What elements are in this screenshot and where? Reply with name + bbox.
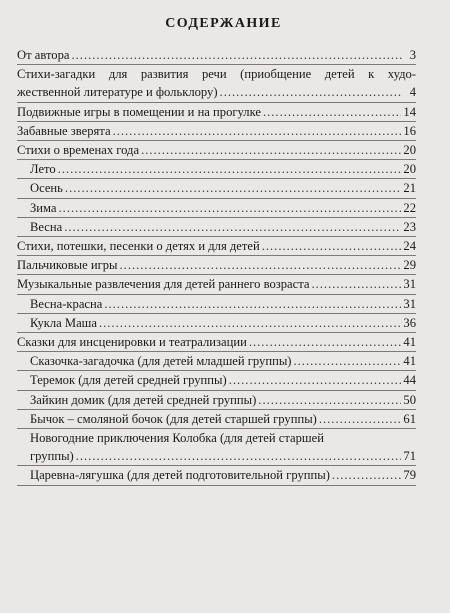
toc-page-number: 23 [403,219,416,234]
toc-subentry [17,466,416,485]
toc-page-number: 4 [409,85,416,100]
leader-dots [72,46,403,64]
leader-dots [99,314,401,332]
toc-page-number: 31 [403,277,416,292]
toc-page-number: 3 [409,48,416,62]
toc-page-number: 24 [403,239,416,254]
toc-entry [17,65,416,102]
toc-page-number: 44 [403,373,416,388]
toc-page-number: 20 [403,143,416,158]
toc-entry [17,122,416,141]
leader-dots [64,218,401,236]
toc-entry [17,141,416,160]
leader-dots [319,410,402,428]
leader-dots [258,391,401,409]
toc-entry-title-line: Новогодние приключения Колобка (для детей старшей [30,431,324,446]
toc-entry-title: Музыкальные развлечения для детей раннего возраста [17,277,310,292]
toc-subentry [17,179,416,198]
leader-dots [332,466,401,484]
toc-entry-title: Пальчиковые игры [17,258,118,273]
toc-page-number: 22 [403,200,416,215]
toc-entry-title: Весна-красна [30,296,103,311]
toc-subentry [17,199,416,218]
toc-entry [17,333,416,352]
leader-dots [249,333,402,351]
toc-entry-title: Стихи, потешки, песенки о детях и для детей [17,239,260,254]
toc-entry-title: группы) [30,449,74,464]
toc-entry-title: Сказки для инсценировки и театрализации [17,335,247,350]
toc-entry [17,46,416,65]
toc-page-number: 50 [403,392,416,407]
toc-page-number: 21 [403,181,416,196]
toc-page-number: 20 [403,162,416,177]
page-title: СОДЕРЖАНИЕ [165,16,282,31]
toc-page-number: 41 [403,354,416,369]
toc-entry-title: Царевна-лягушка (для детей подготовительной группы) [30,468,330,483]
leader-dots [120,256,402,274]
leader-dots [294,352,402,370]
toc-entry-title: Бычок – смоляной бочок (для детей старшей группы) [30,411,317,426]
toc-entry-title: Весна [30,219,63,234]
toc-entry [17,275,416,294]
toc-entry-title: Кукла Маша [30,315,97,330]
toc-entry-title: жественной литературе и фольклору) [17,85,218,100]
toc-entry [17,103,416,122]
leader-dots [113,122,402,140]
leader-dots [141,141,401,159]
toc-subentry [17,352,416,371]
toc-entry-title: Теремок (для детей средней группы) [30,373,227,388]
toc-entry [17,237,416,256]
leader-dots [262,237,402,255]
toc-subentry [17,314,416,333]
toc-entry-title: Лето [30,162,56,177]
toc-page-number: 41 [403,335,416,350]
toc-entry-title: Забавные зверята [17,123,111,138]
toc-subentry [17,218,416,237]
leader-dots [104,295,401,313]
leader-dots [59,199,402,217]
toc-subentry [17,371,416,390]
toc-subentry [17,391,416,410]
toc-page-number: 36 [403,315,416,330]
toc-page-number: 29 [403,258,416,273]
toc-entry-title: Сказочка-загадочка (для детей младшей группы) [30,354,292,369]
toc-subentry [17,410,416,429]
toc-subentry [17,429,416,466]
toc-page-number: 79 [403,468,416,483]
toc-page-number: 14 [403,104,416,119]
table-of-contents [17,46,416,486]
toc-page-number: 16 [403,123,416,138]
leader-dots [229,371,402,389]
leader-dots [311,275,401,293]
toc-entry-title: Зима [30,200,57,215]
leader-dots [263,103,401,121]
leader-dots [220,83,402,101]
toc-entry-title: Стихи о временах года [17,143,140,158]
toc-entry-title: Подвижные игры в помещении и на прогулке [17,104,261,119]
toc-entry [17,256,416,275]
toc-entry-title-line: Стихи-загадки для развития речи (приобщение детей к худо- [17,67,416,82]
leader-dots [76,447,402,465]
leader-dots [65,179,401,197]
toc-entry-title: От автора [17,48,70,62]
toc-entry-title: Зайкин домик (для детей средней группы) [30,392,257,407]
toc-subentry [17,295,416,314]
toc-page-number: 31 [403,296,416,311]
toc-subentry [17,160,416,179]
toc-entry-title: Осень [30,181,63,196]
toc-page-number: 61 [403,411,416,426]
leader-dots [58,160,402,178]
toc-page-number: 71 [403,449,416,464]
